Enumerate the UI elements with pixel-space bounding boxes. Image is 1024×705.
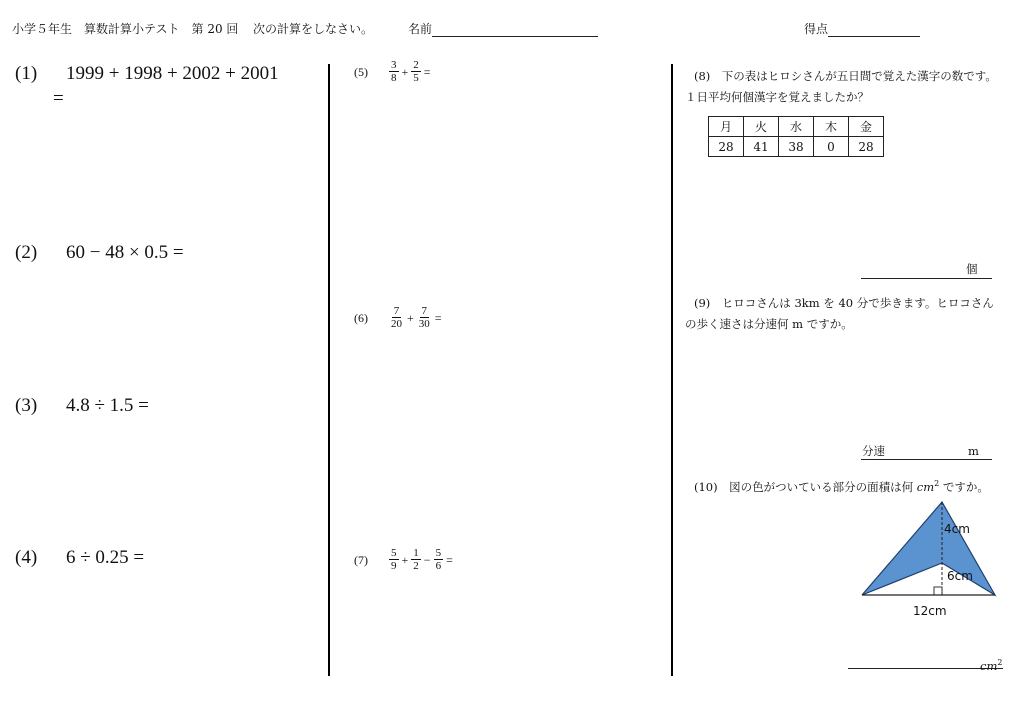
- fraction: [434, 548, 444, 572]
- denominator: 5: [413, 72, 419, 84]
- operator: +: [401, 64, 409, 79]
- numerator: 1: [413, 547, 419, 559]
- problem-8-unit: 個: [966, 262, 978, 276]
- problem-1-equals: =: [53, 88, 64, 109]
- problem-7-label: (7): [354, 552, 368, 567]
- problem-3-label: (3): [15, 395, 38, 416]
- dimension-top-label: 4cm: [944, 522, 970, 536]
- triangle-figure: [855, 495, 1005, 620]
- equals: =: [423, 64, 431, 79]
- fraction: [389, 60, 399, 84]
- denominator: 2: [413, 560, 419, 572]
- problem-5: [354, 60, 431, 84]
- problem-10-question: 図の色がついている部分の面積は何: [729, 479, 914, 494]
- equals: =: [434, 310, 442, 325]
- problem-6-label: (6): [354, 310, 368, 325]
- problem-9-label: (9): [694, 296, 711, 310]
- operator: −: [423, 552, 431, 567]
- fraction: [417, 306, 432, 330]
- score-field[interactable]: [804, 20, 920, 37]
- unit-exponent: 2: [997, 658, 1003, 667]
- numerator: 7: [393, 305, 400, 317]
- denominator: 30: [418, 318, 430, 330]
- table-header-cell: 水: [779, 117, 814, 137]
- table-header-cell: 木: [814, 117, 849, 137]
- score-label: 得点: [804, 22, 829, 36]
- numerator: 3: [391, 59, 397, 71]
- fraction: [389, 306, 404, 330]
- problem-10-label: (10): [694, 479, 718, 494]
- denominator: 20: [391, 318, 402, 330]
- problem-9-text-line1: [694, 293, 994, 314]
- problem-10-question-end: ですか。: [942, 479, 989, 494]
- problem-7: [354, 548, 453, 572]
- denominator: 9: [391, 560, 397, 572]
- denominator: 8: [391, 72, 397, 84]
- dimension-mid-label: 6cm: [947, 569, 973, 583]
- problem-6: [354, 306, 442, 330]
- problem-8-text-line1: [694, 66, 997, 87]
- shaded-region: [862, 502, 995, 595]
- fraction: [411, 60, 421, 84]
- problem-8-line1: 下の表はヒロシさんが五日間で覚えた漢字の数です。: [721, 69, 997, 83]
- table-cell: 28: [709, 137, 744, 157]
- denominator: 6: [435, 560, 442, 572]
- name-field[interactable]: [408, 20, 598, 37]
- fraction: [389, 548, 399, 572]
- problem-1-expression: 1999 + 1998 + 2002 + 2001: [66, 63, 279, 84]
- unit-cm: cm: [980, 658, 998, 673]
- table-header-row: [709, 117, 884, 137]
- table-header-cell: 月: [709, 117, 744, 137]
- dimension-base-label: 12cm: [913, 604, 947, 618]
- table-cell: 0: [814, 137, 849, 157]
- name-blank[interactable]: [432, 23, 598, 37]
- problem-8-text-line2: １日平均何個漢字を覚えましたか？: [685, 90, 869, 104]
- numerator: 5: [391, 547, 397, 559]
- problem-8-label: (8): [694, 69, 711, 83]
- problem-9-text-line2: の歩く速さは分速何 m ですか。: [685, 317, 853, 331]
- numerator: 2: [413, 59, 419, 71]
- column-divider-right: [671, 64, 673, 676]
- problem-9-answer-line[interactable]: [861, 458, 992, 460]
- table-cell: 41: [744, 137, 779, 157]
- table-header-cell: 火: [744, 117, 779, 137]
- right-angle-marker: [934, 587, 942, 595]
- unit-cm: cm: [916, 479, 935, 494]
- problem-3-expression: 4.8 ÷ 1.5 =: [66, 395, 149, 416]
- kanji-count-table: [708, 116, 884, 157]
- problem-1-label: (1): [15, 63, 38, 84]
- table-cell: 28: [849, 137, 884, 157]
- table-cell: 38: [779, 137, 814, 157]
- problem-2-expression: 60 − 48 × 0.5 =: [66, 242, 184, 263]
- name-label: 名前: [408, 22, 433, 36]
- column-divider-left: [328, 64, 330, 676]
- problem-10-answer-unit: [980, 652, 1002, 677]
- unit-exponent: 2: [934, 479, 940, 488]
- problem-2-label: (2): [15, 242, 38, 263]
- problem-9-unit: m: [968, 444, 979, 458]
- operator: +: [407, 310, 414, 325]
- operator: +: [401, 552, 409, 567]
- equals: =: [446, 552, 453, 567]
- numerator: 5: [435, 547, 442, 559]
- numerator: 7: [421, 305, 428, 317]
- instruction: 次の計算をしなさい。: [253, 22, 374, 36]
- test-title: 小学５年生 算数計算小テスト 第 20 回: [12, 22, 239, 36]
- problem-4-expression: 6 ÷ 0.25 =: [66, 547, 145, 568]
- fraction: [411, 548, 421, 572]
- problem-4-label: (4): [15, 547, 38, 568]
- table-row: [709, 137, 884, 157]
- table-header-cell: 金: [849, 117, 884, 137]
- score-blank[interactable]: [828, 23, 920, 37]
- problem-5-label: (5): [354, 64, 368, 79]
- problem-9-answer-prefix: 分速: [862, 444, 885, 458]
- problem-9-line1: ヒロコさんは 3km を 40 分で歩きます。ヒロコさん: [721, 296, 994, 310]
